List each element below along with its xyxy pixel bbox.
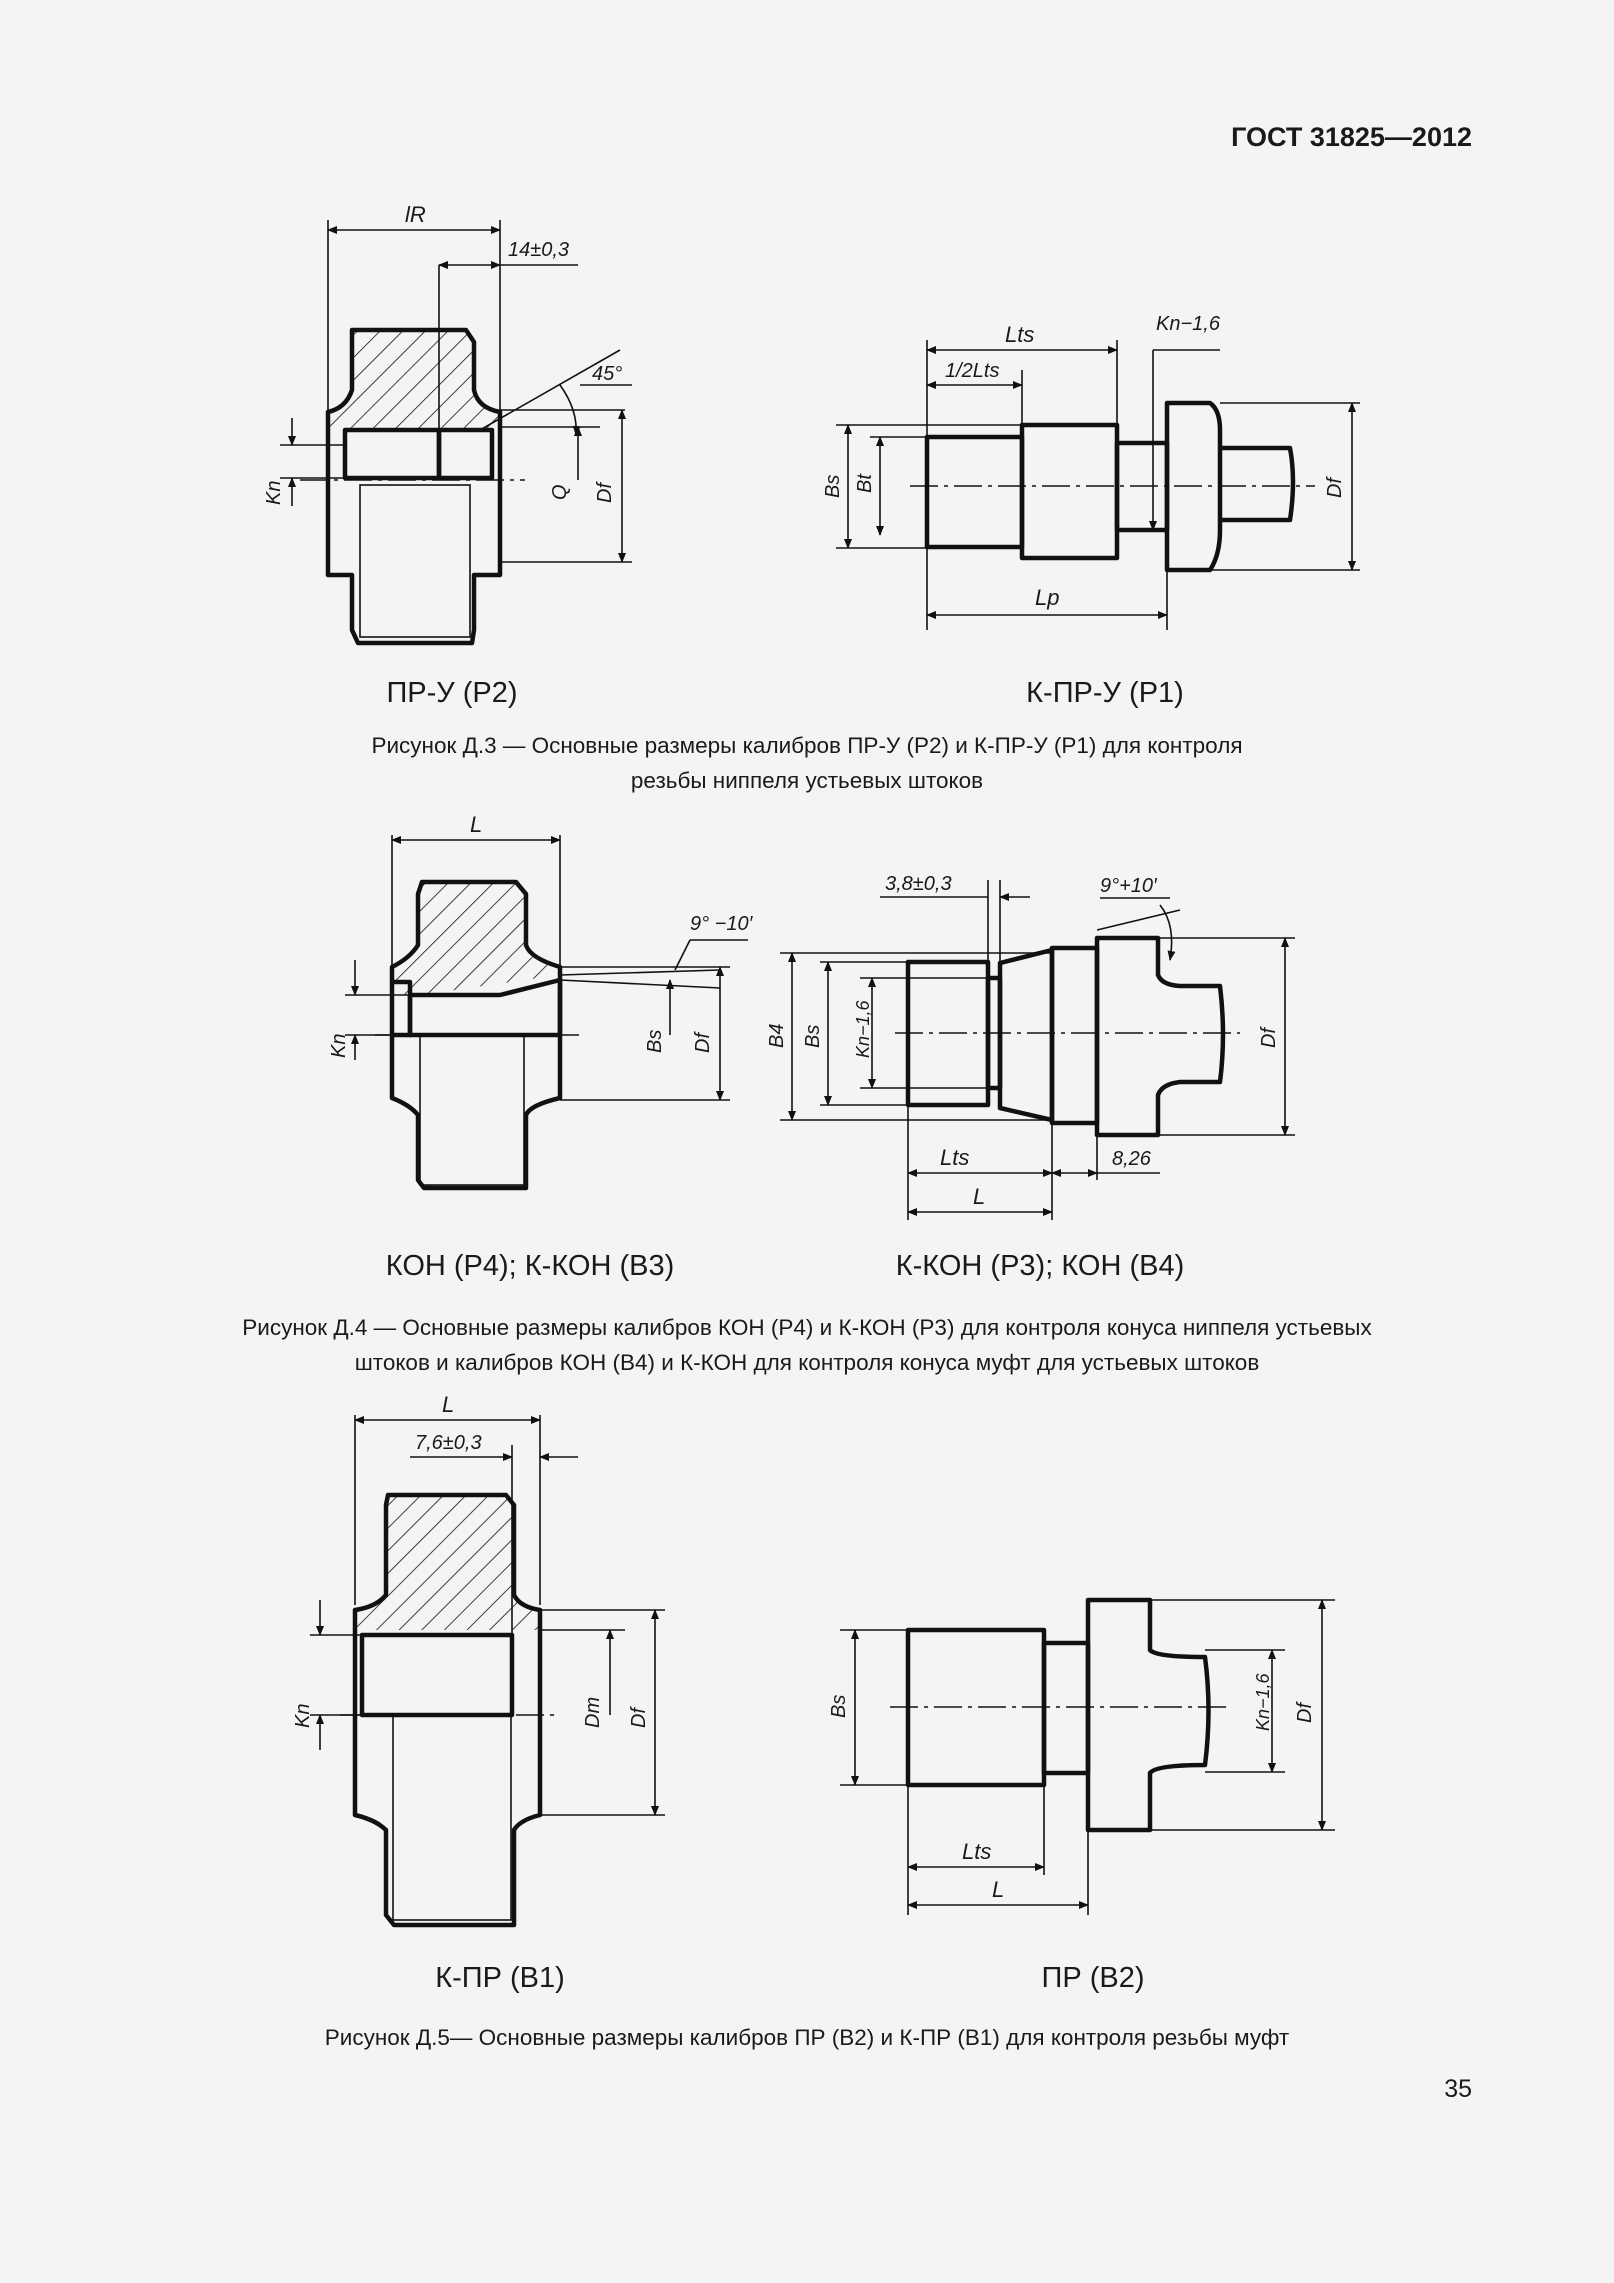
gauge-kpru-thread [927, 437, 1022, 547]
label-lts: Lts [940, 1145, 970, 1170]
label-kn16: Kn−1,6 [1253, 1673, 1273, 1731]
label-lts: Lts [962, 1839, 992, 1864]
caption-d3 [150, 728, 1464, 798]
leader [675, 940, 690, 970]
gauge-pr-head [1088, 1600, 1209, 1830]
gauge-kon-grip [420, 1035, 524, 1185]
figure-d3-drawing [0, 190, 1614, 790]
caption-d4-line2: штоков и калибров КОН (В4) и К-КОН для контроля конуса муфт для устьевых штоков [354, 1350, 1260, 1375]
label-df: Df [594, 483, 616, 503]
label-lts: Lts [1005, 322, 1035, 347]
label-halflts: 1/2Lts [945, 360, 1000, 382]
label-kn16: Kn−1,6 [1156, 313, 1220, 335]
label-q: Q [549, 484, 571, 500]
figure-d4 [0, 810, 1614, 1380]
label-lp: Lp [1035, 585, 1060, 610]
label-bs: Bs [644, 1029, 666, 1053]
label-826: 8,26 [1112, 1148, 1151, 1170]
label-bt: Bt [854, 474, 876, 493]
gauge-kpr-thread [362, 1635, 512, 1715]
subtitle-kon: КОН (Р4); К-КОН (В3) [385, 1250, 675, 1282]
gauge-kkon-collar [1052, 948, 1097, 1123]
angle-line [560, 980, 720, 988]
label-38: 3,8±0,3 [885, 873, 952, 895]
label-9m: 9° −10′ [690, 913, 753, 935]
gauge-pru-thread-right [439, 430, 492, 478]
figure-d4-drawing [0, 810, 1614, 1380]
caption-d4 [150, 1310, 1464, 1380]
caption-d5 [150, 2020, 1464, 2055]
label-L: L [442, 1395, 455, 1417]
label-b4: B4 [766, 1023, 788, 1048]
label-76: 7,6±0,3 [415, 1432, 482, 1454]
label-L2: L [973, 1184, 986, 1209]
figure-d3 [0, 190, 1614, 793]
label-df2: Df [1324, 478, 1346, 498]
label-bs: Bs [822, 474, 844, 498]
label-bs2: Bs [802, 1024, 824, 1048]
label-9p: 9°+10′ [1100, 875, 1157, 897]
label-dm: Dm [582, 1696, 604, 1728]
subtitle-kpru: К-ПР-У (Р1) [1026, 677, 1184, 709]
label-L2: L [992, 1877, 1005, 1902]
caption-d3-line2: резьбы ниппеля устьевых штоков [630, 768, 984, 793]
gauge-pr-neck [1044, 1643, 1088, 1773]
caption-d5-line1: Рисунок Д.5— Основные размеры калибров ПР (В2) и К-ПР (В1) для контроля резьбы муфт [324, 2025, 1290, 2050]
angle-line [560, 970, 720, 975]
angle-line [480, 350, 623, 430]
label-df: Df [692, 1033, 714, 1053]
subtitle-kpr: К-ПР (В1) [435, 1962, 565, 1994]
subtitle-kkon: К-КОН (Р3); КОН (В4) [895, 1250, 1185, 1282]
label-lR: lR [405, 202, 426, 227]
gauge-kpru-body [1022, 425, 1117, 558]
caption-d3-line1: Рисунок Д.3 — Основные размеры калибров ПР-У (Р2) и К-ПР-У (Р1) для контроля [371, 733, 1243, 758]
gauge-pru-thread-left [345, 430, 439, 478]
gauge-kpru-handle [1220, 448, 1293, 520]
label-kn16: Kn−1,6 [853, 1000, 873, 1058]
standard-header: ГОСТ 31825—2012 [1231, 122, 1472, 152]
label-L: L [470, 812, 483, 837]
gauge-kpr-grip [393, 1715, 511, 1920]
label-kn: Kn [263, 480, 285, 505]
caption-d4-line1: Рисунок Д.4 — Основные размеры калибров КОН (Р4) и К-КОН (Р3) для контроля конуса ниппеля устьевых [242, 1315, 1372, 1340]
figure-d5 [0, 1395, 1614, 2075]
gauge-kkon-head [1097, 938, 1223, 1135]
label-df2: Df [1258, 1028, 1280, 1048]
figure-d5-drawing [0, 1395, 1614, 2075]
label-14: 14±0,3 [508, 239, 570, 261]
label-bs: Bs [828, 1694, 850, 1718]
label-45: 45° [592, 363, 623, 385]
subtitle-pr: ПР (В2) [1041, 1962, 1145, 1994]
page-number: 35 [1444, 2075, 1472, 2103]
label-kn: Kn [292, 1703, 314, 1728]
label-kn: Kn [328, 1033, 350, 1058]
subtitle-pru: ПР-У (Р2) [386, 677, 518, 709]
gauge-pru-grip [360, 485, 470, 637]
label-df2: Df [1294, 1703, 1316, 1723]
label-df: Df [628, 1708, 650, 1728]
gauge-kkon-cone [1000, 950, 1052, 1120]
